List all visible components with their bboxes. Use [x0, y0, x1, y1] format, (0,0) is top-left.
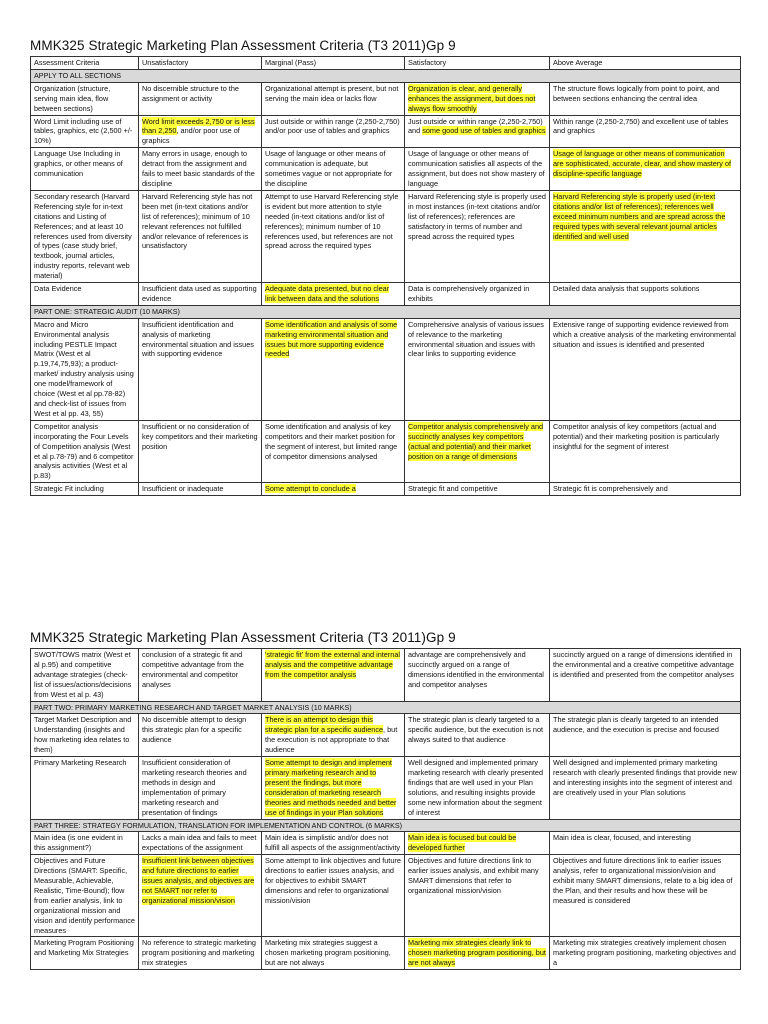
satisfactory-cell	[405, 148, 550, 191]
above-average-cell	[550, 318, 741, 420]
unsatisfactory-cell	[139, 855, 262, 937]
cell-text: Attempt to use Harvard Referencing style is evident but more attention to style needed (in-text citations and/or list of references); minimum number of 10 references used, but references are not spread across the required types	[265, 191, 399, 251]
cell-text: Lacks a main idea and fails to meet expectations of the assignment	[142, 833, 257, 853]
cell-text: The strategic plan is clearly targeted to a specific audience, but the execution is not always suited to that audience	[408, 715, 544, 745]
column-header: Satisfactory	[405, 57, 550, 70]
marginal-cell	[262, 148, 405, 191]
cell-text: Main idea is clear, focused, and interesting	[553, 833, 691, 843]
section-header-row	[31, 305, 741, 318]
satisfactory-cell	[405, 190, 550, 282]
table-row	[31, 420, 741, 482]
cell-text: , but the execution is not appropriate to that audience	[265, 725, 398, 755]
unsatisfactory-cell	[139, 318, 262, 420]
criteria-cell	[31, 937, 139, 970]
highlighted-text: Some attempt to conclude a	[265, 484, 356, 494]
unsatisfactory-cell	[139, 283, 262, 306]
highlighted-text: Competitor analysis comprehensively and succinctly analyses key competitors (actual and potential) and their market position on a range of dimensions	[408, 421, 544, 461]
highlighted-text: There is an attempt to design this strategic plan for a specific audience	[265, 715, 384, 735]
satisfactory-cell	[405, 115, 550, 148]
unsatisfactory-cell	[139, 714, 262, 757]
criteria-cell	[31, 420, 139, 482]
unsatisfactory-cell	[139, 483, 262, 496]
cell-text: Marketing mix strategies suggest a chosen marketing program positioning, but are not always	[265, 938, 391, 968]
unsatisfactory-cell	[139, 832, 262, 855]
criteria-cell	[31, 115, 139, 148]
cell-text: The strategic plan is clearly targeted to an intended audience, and the execution is precise and focused	[553, 715, 719, 735]
criteria-cell	[31, 283, 139, 306]
satisfactory-cell	[405, 757, 550, 819]
table-row	[31, 937, 741, 970]
unsatisfactory-cell	[139, 82, 262, 115]
criteria-cell	[31, 318, 139, 420]
criteria-cell	[31, 82, 139, 115]
above-average-cell	[550, 855, 741, 937]
cell-text: , and/or poor use of graphics	[142, 126, 240, 146]
cell-text: Main idea is simplistic and/or does not fulfill all aspects of the assignment/activity	[265, 833, 401, 853]
cell-text: Marketing mix strategies creatively implement chosen marketing program positioning, marketing objectives and a	[553, 938, 736, 968]
marginal-cell	[262, 115, 405, 148]
table-row	[31, 855, 741, 937]
highlighted-text: Some attempt to design and implement primary marketing research and to present the findings, but more consideration of marketing research theories and methods needed and better use of findings in your Plan solutions	[265, 758, 397, 817]
criteria-cell	[31, 148, 139, 191]
unsatisfactory-cell	[139, 649, 262, 702]
criteria-cell	[31, 855, 139, 937]
cell-text: No reference to strategic marketing program positioning and marketing mix strategies	[142, 938, 256, 968]
criteria-cell	[31, 483, 139, 496]
marginal-cell	[262, 714, 405, 757]
cell-text: conclusion of a strategic fit and competitive advantage from the environmental and competitor analyses	[142, 650, 244, 689]
section-header-row	[31, 701, 741, 714]
cell-text: Insufficient data used as supporting evidence	[142, 284, 257, 303]
unsatisfactory-cell	[139, 937, 262, 970]
cell-text: Extensive range of supporting evidence reviewed from which a creative analysis of the marketing environmental situation and issues is identified and presented	[553, 319, 736, 349]
cell-text: Harvard Referencing style has not been met (in-text citations and/or list of references); minimum of 10 relevant references not fulfilled and/or relevance of references is unsatisfactory	[142, 191, 253, 251]
cell-text: The structure flows logically from point to point, and between sections enhancing the central idea	[553, 83, 720, 103]
cell-text: Some attempt to link objectives and future directions to earlier issues analysis, and for objectives to exhibit SMART dimensions and refer to organizational mission/vision	[265, 856, 401, 905]
cell-text: Primary Marketing Research	[34, 758, 127, 768]
above-average-cell	[550, 832, 741, 855]
highlighted-text: Harvard Referencing style is properly used (in-text citations and/or list of references); references well exceed minimum numbers and are spread across the required types with several relevant journal articles identified and well used	[553, 191, 726, 241]
above-average-cell	[550, 115, 741, 148]
cell-text: Insufficient or no consideration of key competitors and their marketing position	[142, 421, 258, 451]
satisfactory-cell	[405, 832, 550, 855]
cell-text: Well designed and implemented primary marketing research with clearly presented findings that provide new and interesting insights into the segment of interest and are creatively used in your Plan solutions	[553, 758, 737, 797]
document-title: MMK325 Strategic Marketing Plan Assessment Criteria (T3 2011)Gp 9	[30, 630, 456, 645]
cell-text: Insufficient or inadequate	[142, 484, 224, 494]
marginal-cell	[262, 937, 405, 970]
marginal-cell	[262, 420, 405, 482]
table-row	[31, 148, 741, 191]
cell-text: advantage are comprehensively and succinctly argued on a range of dimensions identified in the environmental and competitor analyses	[408, 650, 544, 689]
table-row	[31, 757, 741, 819]
marginal-cell	[262, 757, 405, 819]
cell-text: Some identification and analysis of key competitors and their market position for the segment of interest, but limited range of competitor dimensions analysed	[265, 421, 398, 461]
criteria-cell	[31, 714, 139, 757]
highlighted-text: Main idea is focused but could be developed further	[408, 833, 517, 853]
marginal-cell	[262, 283, 405, 306]
satisfactory-cell	[405, 82, 550, 115]
criteria-cell	[31, 649, 139, 702]
highlighted-text: Marketing mix strategies clearly link to chosen marketing program positioning, but are not always	[408, 938, 546, 968]
cell-text: Competitor analysis incorporating the Four Levels of Competition analysis (West et al p.78-79) and 6 competitor analysis activities (West et al p.83)	[34, 421, 134, 481]
marginal-cell	[262, 483, 405, 496]
unsatisfactory-cell	[139, 420, 262, 482]
table-row	[31, 283, 741, 306]
table-row	[31, 190, 741, 282]
cell-text: No discernible attempt to design this strategic plan for a specific audience	[142, 715, 247, 745]
above-average-cell	[550, 714, 741, 757]
table-row	[31, 714, 741, 757]
highlighted-text: Organization is clear, and generally enhances the assignment, but does not always flow smoothly	[408, 83, 536, 113]
section-header-row	[31, 819, 741, 832]
satisfactory-cell	[405, 420, 550, 482]
section-label: APPLY TO ALL SECTIONS	[31, 69, 741, 82]
page-2	[30, 630, 740, 970]
cell-text: Competitor analysis of key competitors (actual and potential) and their marketing position is particularly insightful for the segment of interest	[553, 421, 720, 451]
cell-text: Organizational attempt is present, but not serving the main idea or lacks flow	[265, 83, 399, 103]
cell-text: No discernible structure to the assignment or activity	[142, 83, 239, 103]
page-1	[30, 38, 740, 496]
cell-text: Main idea (is one evident in this assignment?)	[34, 833, 123, 853]
satisfactory-cell	[405, 855, 550, 937]
cell-text: succinctly argued on a range of dimensions identified in the environmental and a creative competitive advantage is identified and presented from the competitor analyses	[553, 650, 734, 679]
table-row	[31, 832, 741, 855]
cell-text: Detailed data analysis that supports solutions	[553, 284, 700, 294]
criteria-cell	[31, 190, 139, 282]
unsatisfactory-cell	[139, 190, 262, 282]
above-average-cell	[550, 937, 741, 970]
highlighted-text: Usage of language or other means of communication are sophisticated, accurate, clear, and show mastery of discipline-specific language	[553, 149, 732, 179]
satisfactory-cell	[405, 937, 550, 970]
table-row	[31, 483, 741, 496]
rubric-table	[30, 56, 741, 496]
section-label: PART TWO: PRIMARY MARKETING RESEARCH AND TARGET MARKET ANALYSIS (10 MARKS)	[31, 701, 741, 714]
section-header-row	[31, 69, 741, 82]
unsatisfactory-cell	[139, 115, 262, 148]
marginal-cell	[262, 649, 405, 702]
cell-text: SWOT/TOWS matrix (West et al p.95) and competitive advantage strategies (check-list of issues/actions/decisions from West et al p. 43)	[34, 650, 132, 699]
cell-text: Usage of language or other means of communication is adequate, but sometimes vague or not appropriate for the discipline	[265, 149, 393, 188]
above-average-cell	[550, 190, 741, 282]
cell-text: Word Limit including use of tables, graphics, etc (2,500 +/- 10%)	[34, 116, 133, 146]
marginal-cell	[262, 318, 405, 420]
table-row	[31, 318, 741, 420]
cell-text: Comprehensive analysis of various issues of relevance to the marketing environmental situation and issues with clear links to supporting evidence	[408, 319, 544, 359]
highlighted-text: Insufficient link between objectives and future directions to earlier issues analysis, and objectives are not SMART nor refer to organizational mission/vision	[142, 856, 255, 905]
marginal-cell	[262, 190, 405, 282]
marginal-cell	[262, 855, 405, 937]
highlighted-text: Adequate data presented, but no clear link between data and the solutions	[265, 284, 390, 303]
above-average-cell	[550, 649, 741, 702]
above-average-cell	[550, 148, 741, 191]
satisfactory-cell	[405, 714, 550, 757]
satisfactory-cell	[405, 283, 550, 306]
satisfactory-cell	[405, 483, 550, 496]
cell-text: Secondary research (Harvard Referencing style for in-text citations and Listing of References; and at least 10 references used from diversity of types (case study brief, textbook, journal articles, industry reports, relevant web material)	[34, 191, 132, 281]
cell-text: Objectives and future directions link to earlier issues analysis, refer to organizational mission/vision and exhibit many SMART dimensions, relate to a big idea of the Plan, and their results and how these will be measured is considered	[553, 856, 733, 905]
section-label: PART ONE: STRATEGIC AUDIT (10 MARKS)	[31, 305, 741, 318]
column-header: Unsatisfactory	[139, 57, 262, 70]
header-row	[31, 57, 741, 70]
marginal-cell	[262, 82, 405, 115]
satisfactory-cell	[405, 649, 550, 702]
cell-text: Strategic fit is comprehensively and	[553, 484, 668, 494]
unsatisfactory-cell	[139, 757, 262, 819]
cell-text: Organization (structure, serving main idea, flow between sections)	[34, 83, 111, 113]
highlighted-text: Word limit exceeds 2,750 or is less than 2,250	[142, 116, 255, 136]
unsatisfactory-cell	[139, 148, 262, 191]
cell-text: Macro and Micro Environmental analysis including PESTLE Impact Matrix (West et al p.19,74,75,93); a product-market/ industry analysis using one model/framework of choice (West et al pp.78-82) and check-list of issues from West et al pp. 43, 55)	[34, 319, 134, 418]
column-header: Above Average	[550, 57, 741, 70]
table-row	[31, 115, 741, 148]
highlighted-text: Some identification and analysis of some marketing environmental situation and issues but more supporting evidence needed	[265, 319, 398, 359]
cell-text: Insufficient consideration of marketing research theories and methods in design and implementation of primary marketing research and presentation of findings	[142, 758, 247, 817]
above-average-cell	[550, 283, 741, 306]
cell-text: Strategic fit and competitive	[408, 484, 498, 494]
cell-text: Data is comprehensively organized in exhibits	[408, 284, 530, 303]
cell-text: Well designed and implemented primary marketing research with clearly presented findings that are well used in your Plan solutions, and resulting insights provide some new information about the segment of interest	[408, 758, 544, 817]
above-average-cell	[550, 420, 741, 482]
column-header: Marginal (Pass)	[262, 57, 405, 70]
cell-text: Target Market Description and Understanding (insights and how marketing idea relates to them)	[34, 715, 132, 755]
cell-text: Just outside or within range (2,250-2,750) and	[408, 116, 543, 136]
cell-text: Many errors in usage, enough to detract from the assignment and fails to meet basic standards of the discipline	[142, 149, 255, 188]
table-row	[31, 82, 741, 115]
column-header: Assessment Criteria	[31, 57, 139, 70]
above-average-cell	[550, 757, 741, 819]
cell-text: Within range (2,250-2,750) and excellent use of tables and graphics	[553, 116, 729, 136]
cell-text: Data Evidence	[34, 284, 82, 294]
criteria-cell	[31, 832, 139, 855]
above-average-cell	[550, 82, 741, 115]
cell-text: Marketing Program Positioning and Marketing Mix Strategies	[34, 938, 134, 958]
cell-text: Insufficient identification and analysis of marketing environmental situation and issues with supporting evidence	[142, 319, 254, 359]
cell-text: Objectives and future directions link to earlier issues analysis, and exhibit many SMART dimensions that refer to organizational mission/vision	[408, 856, 539, 895]
rubric-table	[30, 648, 741, 970]
section-label: PART THREE: STRATEGY FORMULATION, TRANSLATION FOR IMPLEMENTATION AND CONTROL (6 MARKS)	[31, 819, 741, 832]
table-row	[31, 649, 741, 702]
satisfactory-cell	[405, 318, 550, 420]
above-average-cell	[550, 483, 741, 496]
cell-text: Usage of language or other means of communication satisfies all aspects of the assignment, but does not show mastery of language	[408, 149, 545, 188]
cell-text: Just outside or within range (2,250-2,750) and/or poor use of tables and graphics	[265, 116, 400, 136]
document-title: MMK325 Strategic Marketing Plan Assessment Criteria (T3 2011)Gp 9	[30, 38, 456, 53]
criteria-cell	[31, 757, 139, 819]
cell-text: Strategic Fit including	[34, 484, 104, 494]
marginal-cell	[262, 832, 405, 855]
cell-text: Language Use Including in graphics, or other means of communication	[34, 149, 123, 179]
highlighted-text: 'strategic fit' from the external and internal analysis and the competitive advantage from the competitor analysis	[265, 650, 401, 679]
cell-text: Harvard Referencing style is properly used in most instances (in-text citations and/or list of references); references are satisfactory in terms of number and spread across the required types	[408, 191, 546, 241]
cell-text: Objectives and Future Directions (SMART: Specific, Measurable, Achievable, Realistic, Time-Bound); flow from earlier analysis, link to organizational mission and vision and identify performance measures	[34, 856, 135, 935]
highlighted-text: some good use of tables and graphics	[422, 126, 546, 136]
